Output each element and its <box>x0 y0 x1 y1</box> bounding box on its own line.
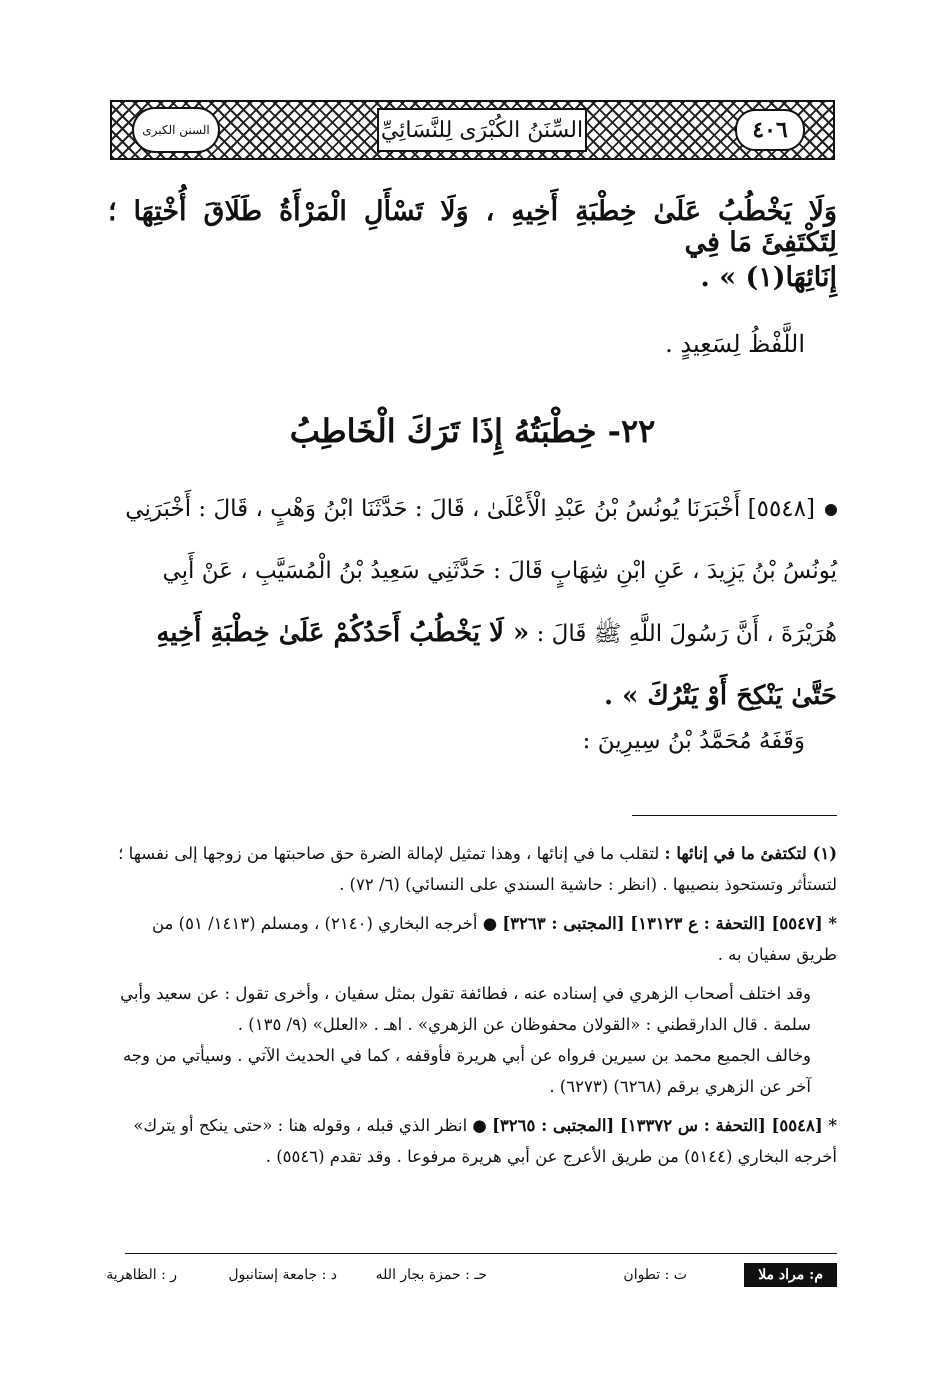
footnote-4: وخالف الجميع محمد بن سيرين فرواه عن أبي هريرة فأوقفه ، كما في الحديث الآتي . وسيأتي من وجه آخر عن الزهري برقم (٦٢٦٨) (٦٢٧٣) . <box>122 1046 811 1096</box>
text-line-1: وَلَا يَخْطُبُ عَلَىٰ خِطْبَةِ أَخِيهِ ، وَلَا تَسْأَلِ الْمَرْأَةُ طَلَاقَ أُخْتِهَا ؛ لِتَكْتَفِئَ مَا فِي <box>108 196 838 258</box>
footnote-1-text: لتقلب ما في إنائها ، وهذا تمثيل لإمالة الضرة حق صاحبتها من زوجها إلى نفسها ؛ لتستأثر وتستحوذ بنصيبها . (انظر : حاشية السندي على النسائي) (٦/ ٧٢) . <box>118 844 837 894</box>
footnote-divider <box>632 815 837 816</box>
page-number: ٤٠٦ <box>735 109 805 151</box>
book-title: السِّنَنُ الكُبْرَى لِلنَّسَائِيِّ <box>377 108 587 152</box>
manuscript-sigla <box>106 1263 837 1291</box>
book-seal-logo <box>132 107 220 153</box>
footnote-5-label: * [٥٥٤٨] [التحفة : س ١٣٣٧٢] [المجتبى : ٣٢٦٥] <box>492 1116 837 1135</box>
footnote-2-text: ● أخرجه البخاري (٢١٤٠) ، ومسلم (١٤١٣/ ٥١) من طريق سفيان به . <box>152 914 837 964</box>
footer-divider <box>125 1253 837 1254</box>
seal-text: السنن الكبرى <box>142 123 210 137</box>
footnote-2-label: * [٥٥٤٧] [التحفة : ع ١٣١٢٣] [المجتبى : ٣٢٦٣] <box>502 914 837 933</box>
siglum-t: ت : تطوان <box>623 1267 687 1283</box>
footnote-1 <box>107 838 837 900</box>
text-line-3: اللَّفْظُ لِسَعِيدٍ . <box>665 330 805 358</box>
footnotes <box>107 838 837 1172</box>
waqafa-line: وَقَفَهُ مُحَمَّدُ بْنُ سِيرِينَ : <box>582 728 805 754</box>
text-line-2: إِنَائِهَا(١) » . <box>700 262 837 293</box>
siglum-h: حـ : حمزة بجار الله <box>375 1267 487 1283</box>
hadith-isnad: [٥٥٤٨] أَخْبَرَنَا يُونُسُ بْنُ عَبْدِ الْأَعْلَىٰ ، قَالَ : حَدَّثَنَا ابْنُ وَهْبٍ ، قَالَ : أَخْبَرَنِي يُونُسُ بْنُ يَزِيدَ ، عَنِ ابْنِ شِهَابٍ قَالَ : حَدَّثَنِي سَعِيدُ بْنُ الْمُسَيَّبِ ، عَنْ أَبِي هُرَيْرَةَ ، أَنَّ رَسُولَ اللَّهِ ﷺ قَالَ : <box>125 496 837 647</box>
bullet-icon <box>825 504 837 516</box>
siglum-r: ر : الظاهرية <box>106 1267 177 1283</box>
siglum-d: د : جامعة إستانبول <box>228 1267 337 1283</box>
page-header <box>110 100 835 160</box>
siglum-m: م: مراد ملا <box>744 1263 837 1287</box>
footnote-3: وقد اختلف أصحاب الزهري في إسناده عنه ، فطائفة تقول بمثل سفيان ، وأخرى تقول : عن سعيد وأبي سلمة . قال الدارقطني : «القولان محفوظان عن الزهري» . اهـ . «العلل» (٩/ ١٣٥) . <box>120 984 811 1034</box>
footnote-1-label: (١) لتكتفئ ما في إنائها : <box>664 844 837 863</box>
footnote-2 <box>107 908 837 970</box>
footnote-5 <box>107 1110 837 1172</box>
hadith-matn: « لَا يَخْطُبُ أَحَدُكُمْ عَلَىٰ خِطْبَةِ أَخِيهِ حَتَّىٰ يَنْكِحَ أَوْ يَتْرُكَ » . <box>156 618 837 711</box>
hadith-paragraph <box>107 478 837 728</box>
footnote-5-text: ● انظر الذي قبله ، وقوله هنا : «حتى ينكح أو يترك» أخرجه البخاري (٥١٤٤) من طريق الأعرج عن أبي هريرة مرفوعا . وقد تقدم (٥٥٤٦) . <box>133 1116 837 1166</box>
chapter-heading: ٢٢- خِطْبَتُهُ إِذَا تَرَكَ الْخَاطِبُ <box>289 412 656 450</box>
